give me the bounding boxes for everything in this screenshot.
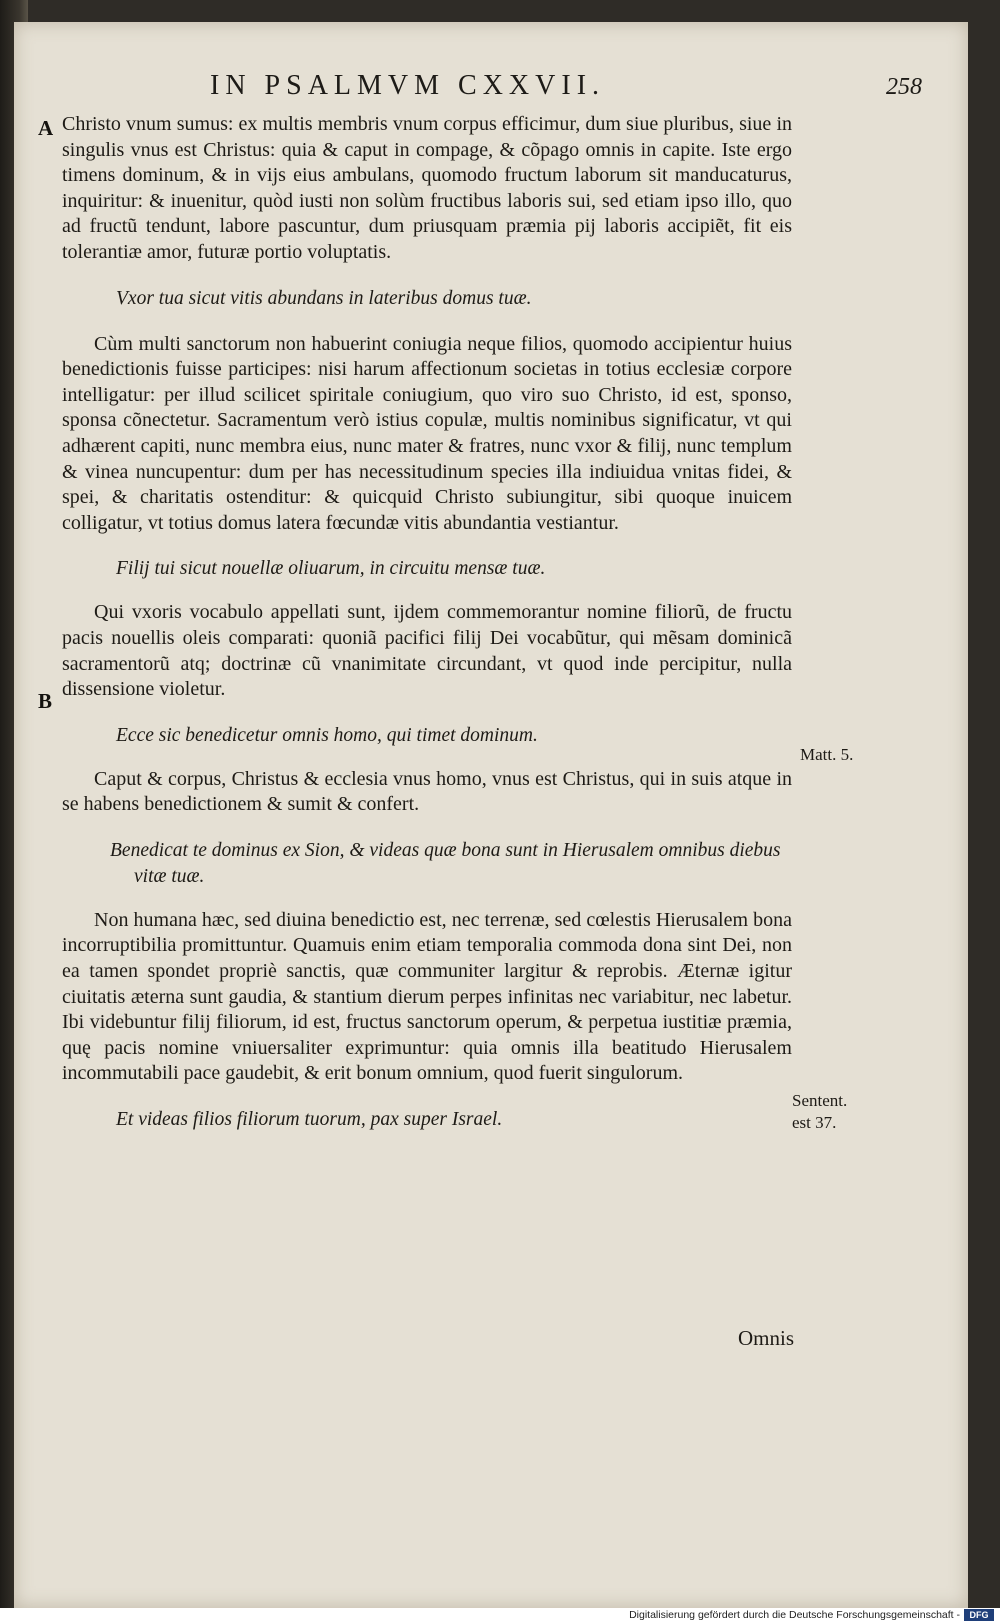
margin-note-sentence xyxy=(792,1090,847,1134)
page-body xyxy=(62,112,792,1133)
funding-credit: Digitalisierung gefördert durch die Deutsche Forschungsgemeinschaft - xyxy=(629,1609,960,1621)
paragraph-4: Caput & corpus, Christus & ecclesia vnus homo, vnus est Christus, qui in suis atque in se habens benedictionem & sumit & confert. xyxy=(62,767,792,816)
paragraph-1: Christo vnum sumus: ex multis membris vnum corpus efficimur, dum siue pluribus, siue in singulis vnus est Christus: quia & caput in compage, & cõpago omnis in capite. Iste ergo timens dominum, & in vijs eius ambulans, quomodo fructum laborum sit manducaturus, inquiritur: & inuenitur, quòd iusti non solùm fructibus laboris sui, sed etiam ipso illo, quo ad fructũ tendunt, labore pascuntur, dum priusquam præmia pij laboris accipiẽt, fit eis tolerantiæ amor, futuræ portio voluptatis. xyxy=(62,113,792,263)
page-number: 258 xyxy=(886,74,922,100)
verse-3: Ecce sic benedicetur omnis homo, qui timet dominum. xyxy=(116,724,538,746)
verse-2: Filij tui sicut nouellæ oliuarum, in circuitu mensæ tuæ. xyxy=(116,558,546,580)
dfg-logo: DFG xyxy=(964,1609,994,1621)
section-marker-b: B xyxy=(38,689,53,713)
verse-1: Vxor tua sicut vitis abundans in lateribus domus tuæ. xyxy=(116,287,532,309)
paragraph-2: Cùm multi sanctorum non habuerint coniugia neque filios, quomodo accipientur huius benedictionis fuisse participes: nisi harum affectionum societas in totius ecclesiæ corpore intelligatur: per illud scilicet spiritale coniugium, quo viro suo Christo, id est, sponso, sponsa cõnectetur. Sacramentum verò istius copulæ, multis nominibus significatur, vt qui adhærent capiti, nunc membra eius, nunc mater & fratres, nunc vxor & filij, nunc templum & vinea nuncupentur: dum per has necessitudinum species illa indiuidua vnitas fidei, & spei, & charitatis ostenditur: & quicquid Christo subiungitur, sibi quoque inuicem colligatur, vt totius domus latera fœcundæ vitis abundantia vestiantur. xyxy=(62,332,792,534)
margin-note-sentence-line1: Sentent. xyxy=(792,1091,848,1110)
running-title: IN PSALMVM CXXVII. xyxy=(210,70,606,101)
catchword: Omnis xyxy=(737,1326,794,1350)
paragraph-3: Qui vxoris vocabulo appellati sunt, ijdem commemorantur nomine filiorũ, de fructu pacis nouellis oleis comparati: quoniã pacifici filij Dei vocabũtur, qui mẽsam dominicã sacramentorũ atq; doctrinæ cũ vnanimitate circundant, vt quod inde percipitur, nulla dissensione violetur. xyxy=(62,601,792,701)
footer-bar xyxy=(0,1608,1000,1624)
verse-4: Benedicat te dominus ex Sion, & videas quæ bona sunt in Hierusalem omnibus diebus vitæ tuæ. xyxy=(110,839,781,887)
margin-note-sentence-line2: est 37. xyxy=(792,1113,837,1132)
verse-5: Et videas filios filiorum tuorum, pax super Israel. xyxy=(116,1109,503,1131)
paragraph-5: Non humana hæc, sed diuina benedictio est, nec terrenæ, sed cœlestis Hierusalem bona incorruptibilia promittuntur. Quamuis enim etiam temporalia commoda dona sint Dei, non ea tamen spondet propriè sanctis, quæ communiter largitur & reprobis. Æternæ igitur ciuitatis æterna sunt gaudia, & stantium dierum perpes infinitas nec variabitur, nec labetur. Ibi videbuntur filij filiorum, id est, fructus sanctorum operum, & perpetua iustitiæ præmia, quę pacis nomine vniuersaliter exprimuntur: quia omnis illa beatitudo Hierusalem incommutabili pace gaudebit, & erit bonum omnium, quod fuerit singulorum. xyxy=(62,908,792,1085)
margin-note-matthew: Matt. 5. xyxy=(800,745,854,764)
section-marker-a: A xyxy=(38,116,54,140)
running-head xyxy=(40,70,940,110)
